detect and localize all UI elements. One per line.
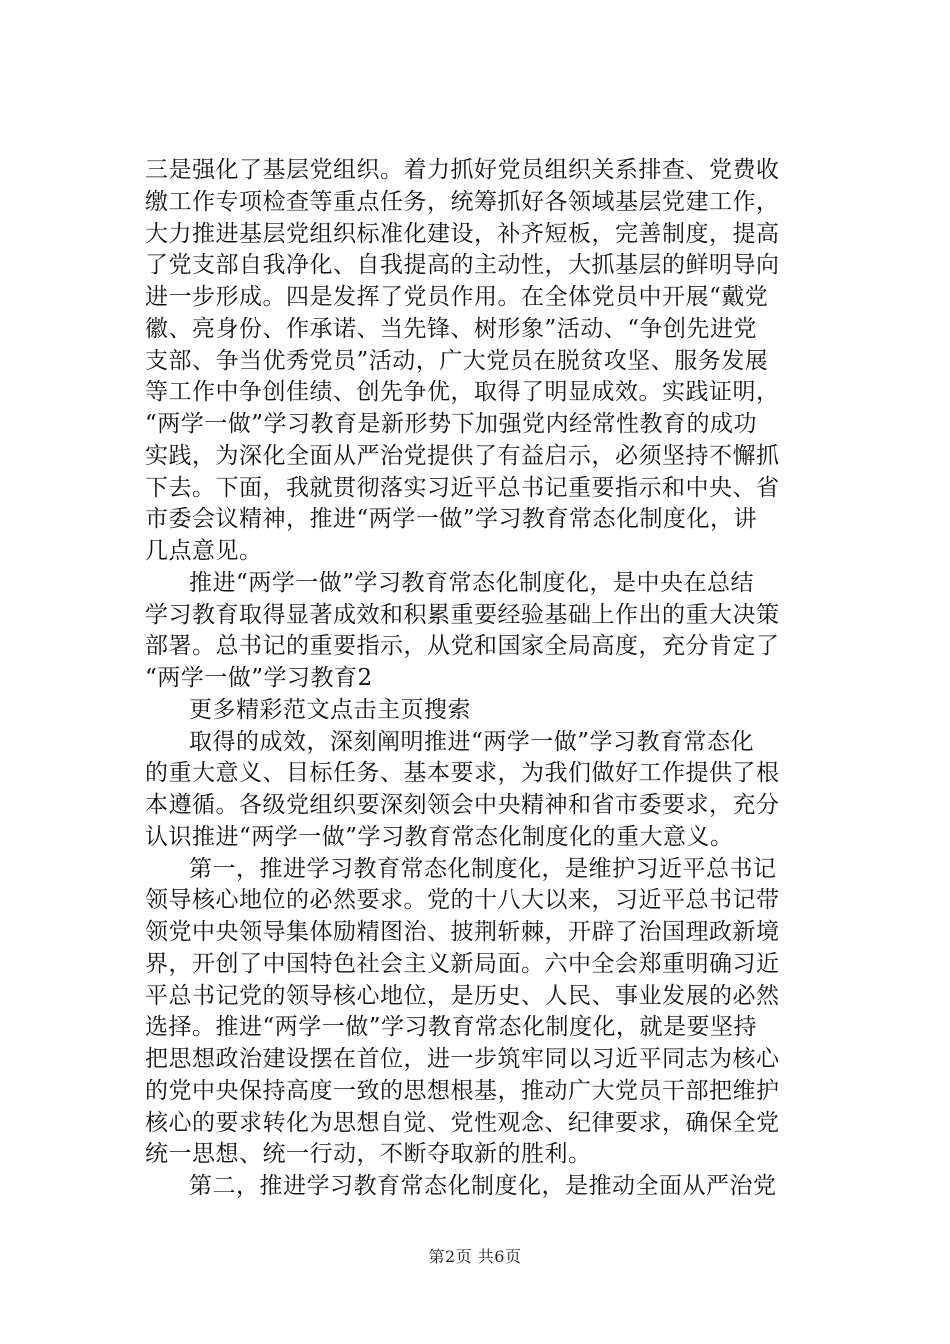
text-line: 第二，推进学习教育常态化制度化，是推动全面从严治党: [189, 1173, 777, 1199]
text-line: 下去。下面，我就贯彻落实习近平总书记重要指示和中央、省: [145, 474, 780, 501]
text-line: 的重大意义、目标任务、基本要求，为我们做好工作提供了根: [145, 760, 780, 787]
text-line: 几点意见。: [145, 538, 263, 564]
text-line: 学习教育取得显著成效和积累重要经验基础上作出的重大决策: [145, 601, 780, 628]
text-line: 平总书记党的领导核心地位，是历史、人民、事业发展的必然: [145, 982, 780, 1009]
text-line: 徽、亮身份、作承诺、当先锋、树形象”活动、“争创先进党: [145, 315, 758, 342]
text-line: 统一思想、统一行动，不断夺取新的胜利。: [145, 1141, 592, 1168]
text-line: “两学一做”学习教育是新形势下加强党内经常性教育的成功: [145, 411, 758, 437]
text-line: “两学一做”学习教育2: [145, 665, 373, 691]
text-line: 界，开创了中国特色社会主义新局面。六中全会郑重明确习近: [145, 950, 780, 977]
document-body: [145, 155, 815, 1203]
text-line: 选择。推进“两学一做”学习教育常态化制度化，就是要坚持: [145, 1014, 758, 1041]
text-line: 推进“两学一做”学习教育常态化制度化，是中央在总结: [189, 569, 755, 596]
text-line: 大力推进基层党组织标准化建设，补齐短板，完善制度，提高: [145, 220, 780, 247]
text-line: 更多精彩范文点击主页搜索: [189, 696, 471, 723]
text-line: 核心的要求转化为思想自觉、党性观念、纪律要求，确保全党: [145, 1109, 780, 1136]
text-line: 本遵循。各级党组织要深刻领会中央精神和省市委要求，充分: [145, 792, 780, 818]
text-line: 领党中央领导集体励精图治、披荆斩棘，开辟了治国理政新境: [145, 919, 780, 945]
text-line: 支部、争当优秀党员”活动，广大党员在脱贫攻坚、服务发展: [145, 347, 769, 374]
text-line: 进一步形成。四是发挥了党员作用。在全体党员中开展“戴党: [145, 284, 769, 310]
text-line: 认识推进“两学一做”学习教育常态化制度化的重大意义。: [145, 823, 734, 850]
page-footer: 第2页 共6页: [428, 1247, 522, 1266]
text-line: 实践，为深化全面从严治党提供了有益启示，必须坚持不懈抓: [145, 442, 780, 469]
text-line: 等工作中争创佳绩、创先争优，取得了明显成效。实践证明，: [145, 379, 780, 406]
text-line: 了党支部自我净化、自我提高的主动性，大抓基层的鲜明导向: [145, 252, 780, 279]
text-line: 三是强化了基层党组织。着力抓好党员组织关系排查、党费收: [145, 157, 780, 183]
text-line: 的党中央保持高度一致的思想根基，推动广大党员干部把维护: [145, 1077, 780, 1104]
text-line: 取得的成效，深刻阐明推进“两学一做”学习教育常态化: [189, 728, 755, 755]
text-line: 缴工作专项检查等重点任务，统筹抓好各领域基层党建工作，: [145, 188, 780, 215]
text-line: 市委会议精神，推进“两学一做”学习教育常态化制度化，讲: [145, 506, 758, 533]
text-line: 部署。总书记的重要指示，从党和国家全局高度，充分肯定了: [145, 633, 780, 660]
text-line: 把思想政治建设摆在首位，进一步筑牢同以习近平同志为核心: [145, 1046, 780, 1072]
text-line: 领导核心地位的必然要求。党的十八大以来，习近平总书记带: [145, 887, 780, 914]
text-line: 第一，推进学习教育常态化制度化，是维护习近平总书记: [189, 855, 777, 882]
